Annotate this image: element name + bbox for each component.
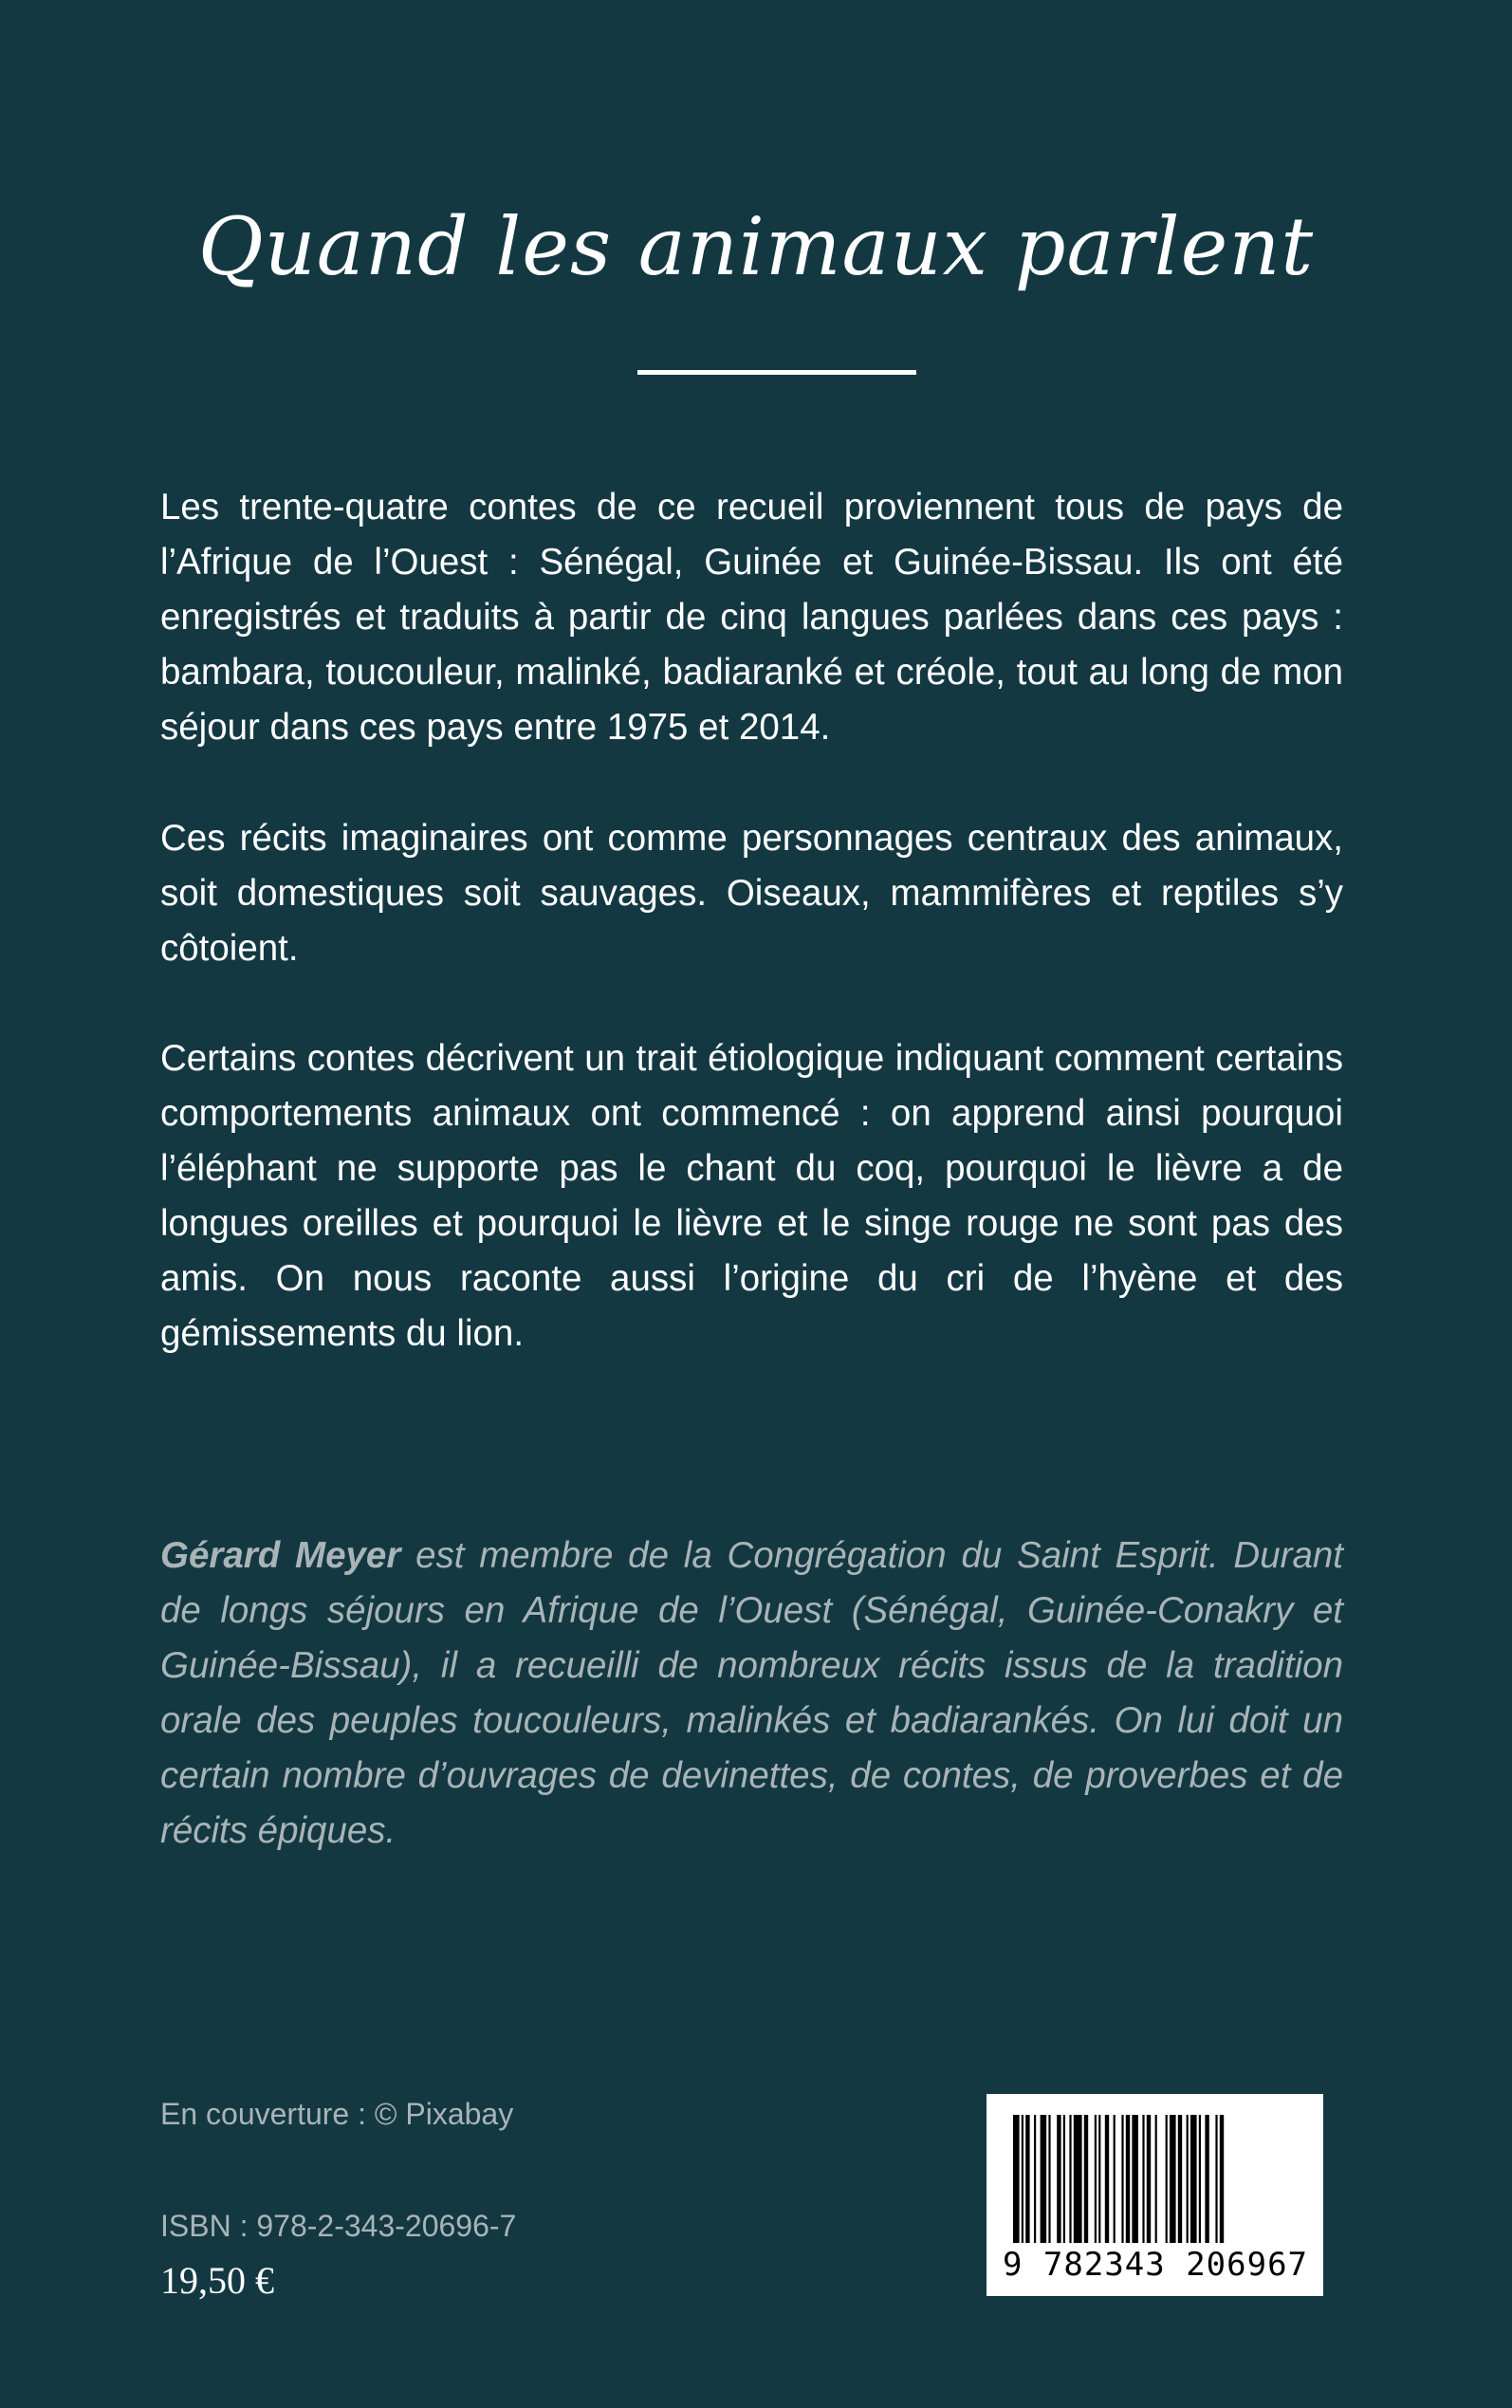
- barcode-bar: [1048, 2115, 1050, 2243]
- barcode-bar: [1187, 2115, 1189, 2243]
- barcode-bar: [1166, 2115, 1168, 2243]
- barcode-bar: [1069, 2115, 1071, 2243]
- barcode-bar: [1190, 2115, 1197, 2243]
- cover-credit: En couverture : © Pixabay: [160, 2097, 514, 2131]
- barcode-bar: [1025, 2115, 1029, 2243]
- barcode-bar: [1215, 2115, 1217, 2243]
- cover-title: Quand les animaux parlent: [197, 200, 1315, 293]
- barcode-bar: [1132, 2115, 1138, 2243]
- barcode-bar: [1095, 2115, 1097, 2243]
- isbn: ISBN : 978-2-343-20696-7: [160, 2209, 517, 2243]
- barcode-bar: [1155, 2115, 1157, 2243]
- barcode-bar: [1013, 2115, 1020, 2243]
- barcode-bars: [1013, 2115, 1298, 2243]
- barcode-bar: [1063, 2115, 1065, 2243]
- barcode-bar: [1114, 2115, 1116, 2243]
- paragraph-3: Certains contes décrivent un trait étiologique indiquant comment certains comportements animaux ont commencé : on apprend ainsi pourquoi l’éléphant ne supporte pas le chant du coq, pourquoi le lièvre a de longues oreilles et pourquoi le lièvre et le singe rouge ne sont pas des amis. On nous raconte aussi l’origine du cri de l’hyène et des gémissements du lion.: [160, 1038, 1343, 1354]
- title-divider: [637, 370, 916, 375]
- barcode-bar: [1074, 2115, 1082, 2243]
- barcode-bar: [1121, 2115, 1123, 2243]
- author-name: Gérard Meyer: [160, 1535, 401, 1576]
- barcode-bar: [1098, 2115, 1100, 2243]
- barcode-bar: [1022, 2115, 1023, 2243]
- barcode-bar: [1034, 2115, 1036, 2243]
- barcode-bar: [1220, 2115, 1224, 2243]
- paragraph-2: Ces récits imaginaires ont comme personnages centraux des animaux, soit domestiques soit sauvages. Oiseaux, mammifères et reptiles s’y côtoient.: [160, 818, 1343, 969]
- barcode-bar: [1041, 2115, 1047, 2243]
- barcode-bar: [1126, 2115, 1130, 2243]
- price: 19,50 €: [160, 2259, 274, 2302]
- barcode-bar: [1205, 2115, 1208, 2243]
- barcode-bar: [1084, 2115, 1088, 2243]
- barcode-bar: [1147, 2115, 1151, 2243]
- author-bio: [160, 1528, 1343, 1859]
- barcode-bar: [1178, 2115, 1182, 2243]
- barcode-bar: [1170, 2115, 1176, 2243]
- barcode-bar: [1105, 2115, 1109, 2243]
- paragraph-1: Les trente-quatre contes de ce recueil proviennent tous de pays de l’Afrique de l’Ouest : Sénégal, Guinée et Guinée-Bissau. Ils ont été enregistrés et traduits à partir de cinq langues parlées dans ces pays : bambara, toucouleur, malinké, badiaranké et créole, tout au long de mon séjour dans ces pays entre 1975 et 2014.: [160, 487, 1343, 748]
- barcode: [986, 2094, 1323, 2296]
- barcode-digits: 9 782343 206967: [1002, 2246, 1309, 2284]
- author-bio-text: est membre de la Congrégation du Saint Esprit. Durant de longs séjours en Afrique de l’Ouest (Sénégal, Guinée-Conakry et Guinée-Bissau), il a recueilli de nombreux récits issus de la tradition orale des peuples toucouleurs, malinkés et badiarankés. On lui doit un certain nombre d’ouvrages de devinettes, de contes, de proverbes et de récits épiques.: [160, 1535, 1343, 1851]
- barcode-bar: [1199, 2115, 1201, 2243]
- barcode-bar: [1142, 2115, 1144, 2243]
- barcode-bar: [1057, 2115, 1060, 2243]
